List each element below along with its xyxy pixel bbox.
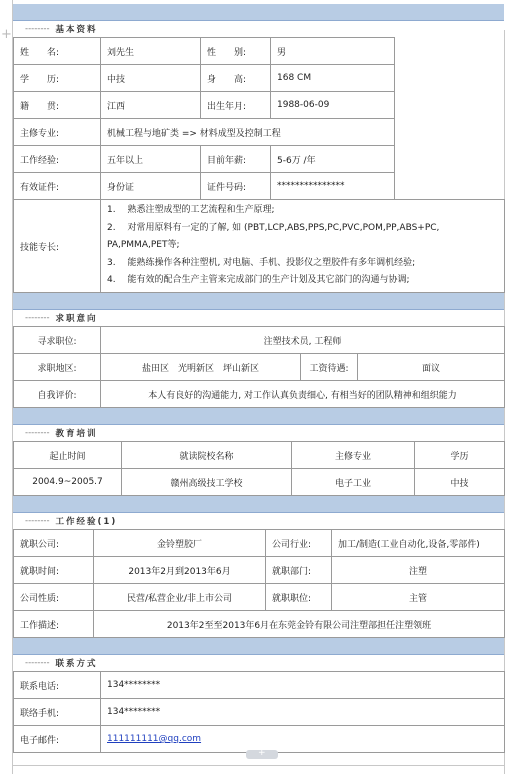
page-expand-tab[interactable] [246, 750, 278, 759]
experience-value: 五年以上 [101, 146, 201, 173]
birth-label: 出生年月: [201, 92, 271, 119]
section-title-basic: -------- 基本资料 [25, 24, 98, 35]
basic-info-table [13, 37, 505, 293]
work-time-label: 就职时间: [14, 557, 94, 584]
id-value: 身份证 [101, 173, 201, 200]
origin-value: 江西 [101, 92, 201, 119]
section-band [13, 496, 504, 513]
salary-expect-label: 工资待遇: [301, 354, 358, 381]
mobile-label: 联络手机: [14, 699, 101, 726]
origin-label: 籍 贯: [14, 92, 101, 119]
email-label: 电子邮件: [14, 726, 101, 753]
phone-value: 134******** [101, 672, 505, 699]
industry-label: 公司行业: [266, 530, 332, 557]
experience-label: 工作经验: [14, 146, 101, 173]
skill-item: 2. 对常用原料有一定的了解, 如 (PBT,LCP,ABS,PPS,PC,PVC,POM,PP,ABS+PC, [107, 222, 440, 233]
section-title-contact: -------- 联系方式 [25, 658, 98, 669]
salary-expect-value: 面议 [358, 354, 505, 381]
position-label: 就职职位: [266, 584, 332, 611]
department-label: 就职部门: [266, 557, 332, 584]
job-description-label: 工作描述: [14, 611, 94, 638]
company-label: 就职公司: [14, 530, 94, 557]
skill-item: 4. 能有效的配合生产主管来完成部门的生产计划及其它部门的沟通与协调; [107, 275, 410, 286]
name-label: 姓 名: [14, 38, 101, 65]
desired-job-label: 寻求职位: [14, 327, 101, 354]
section-band [13, 638, 504, 655]
id-label: 有效证件: [14, 173, 101, 200]
desired-area-value: 盐田区 光明新区 坪山新区 [101, 354, 301, 381]
section-band [13, 4, 504, 21]
skill-item: 1. 熟悉注塑成型的工艺流程和生产原理; [107, 205, 275, 216]
birth-value: 1988-06-09 [271, 92, 395, 119]
height-value: 168 CM [271, 65, 395, 92]
company-nature-label: 公司性质: [14, 584, 94, 611]
skill-item: 3. 能熟练操作各种注塑机, 对电脑、手机、投影仪之塑胶件有多年调机经验; [107, 257, 416, 268]
education-label: 学 历: [14, 65, 101, 92]
major-value: 机械工程与地矿类 => 材料成型及控制工程 [101, 119, 395, 146]
edu-degree: 中技 [415, 469, 505, 496]
contact-table [13, 671, 505, 753]
plus-icon: + [258, 748, 266, 758]
edu-header-period: 起止时间 [14, 442, 122, 469]
industry-value: 加工/制造(工业自动化,设备,零部件) [332, 530, 505, 557]
work-experience-table [13, 529, 505, 638]
company-value: 金铃塑胶厂 [94, 530, 266, 557]
mobile-value: 134******** [101, 699, 505, 726]
self-evaluation-label: 自我评价: [14, 381, 101, 408]
salary-label: 目前年薪: [201, 146, 271, 173]
section-title-work: -------- 工作经验(1) [25, 516, 118, 527]
phone-label: 联系电话: [14, 672, 101, 699]
edu-header-major: 主修专业 [292, 442, 415, 469]
id-number-label: 证件号码: [201, 173, 271, 200]
salary-value: 5-6万 /年 [271, 146, 395, 173]
skill-item: PA,PMMA,PET等; [107, 240, 180, 251]
gender-label: 性 别: [201, 38, 271, 65]
position-value: 主管 [332, 584, 505, 611]
photo-area [395, 38, 505, 119]
gender-value: 男 [271, 38, 395, 65]
page-bottom-line [13, 765, 504, 766]
resume [13, 4, 504, 753]
education-table [13, 441, 505, 496]
job-intent-table [13, 326, 505, 408]
section-title-education: -------- 教育培训 [25, 428, 98, 439]
height-label: 身 高: [201, 65, 271, 92]
department-value: 注塑 [332, 557, 505, 584]
desired-area-label: 求职地区: [14, 354, 101, 381]
edu-school: 赣州高级技工学校 [122, 469, 292, 496]
email-link[interactable]: 111111111@qq.com [107, 734, 202, 744]
major-label: 主修专业: [14, 119, 101, 146]
self-evaluation-value: 本人有良好的沟通能力, 对工作认真负责细心, 有相当好的团队精神和组织能力 [101, 381, 505, 408]
edu-major: 电子工业 [292, 469, 415, 496]
skills-list [101, 200, 505, 293]
section-title-intent: -------- 求职意向 [25, 313, 98, 324]
desired-job-value: 注塑技术员, 工程师 [101, 327, 505, 354]
section-band [13, 408, 504, 425]
edu-header-degree: 学历 [415, 442, 505, 469]
education-value: 中技 [101, 65, 201, 92]
edu-period: 2004.9~2005.7 [14, 469, 122, 496]
job-description-value: 2013年2至至2013年6月在东莞金铃有限公司注塑部担任注塑领班 [94, 611, 505, 638]
name-value: 刘先生 [101, 38, 201, 65]
work-time-value: 2013年2月到2013年6月 [94, 557, 266, 584]
company-nature-value: 民营/私营企业/非上市公司 [94, 584, 266, 611]
table-row [14, 469, 505, 496]
edu-header-school: 就读院校名称 [122, 442, 292, 469]
plus-icon[interactable]: + [1, 27, 12, 42]
skills-label: 技能专长: [14, 200, 101, 293]
id-number-value: *************** [271, 173, 395, 200]
section-band [13, 293, 504, 310]
